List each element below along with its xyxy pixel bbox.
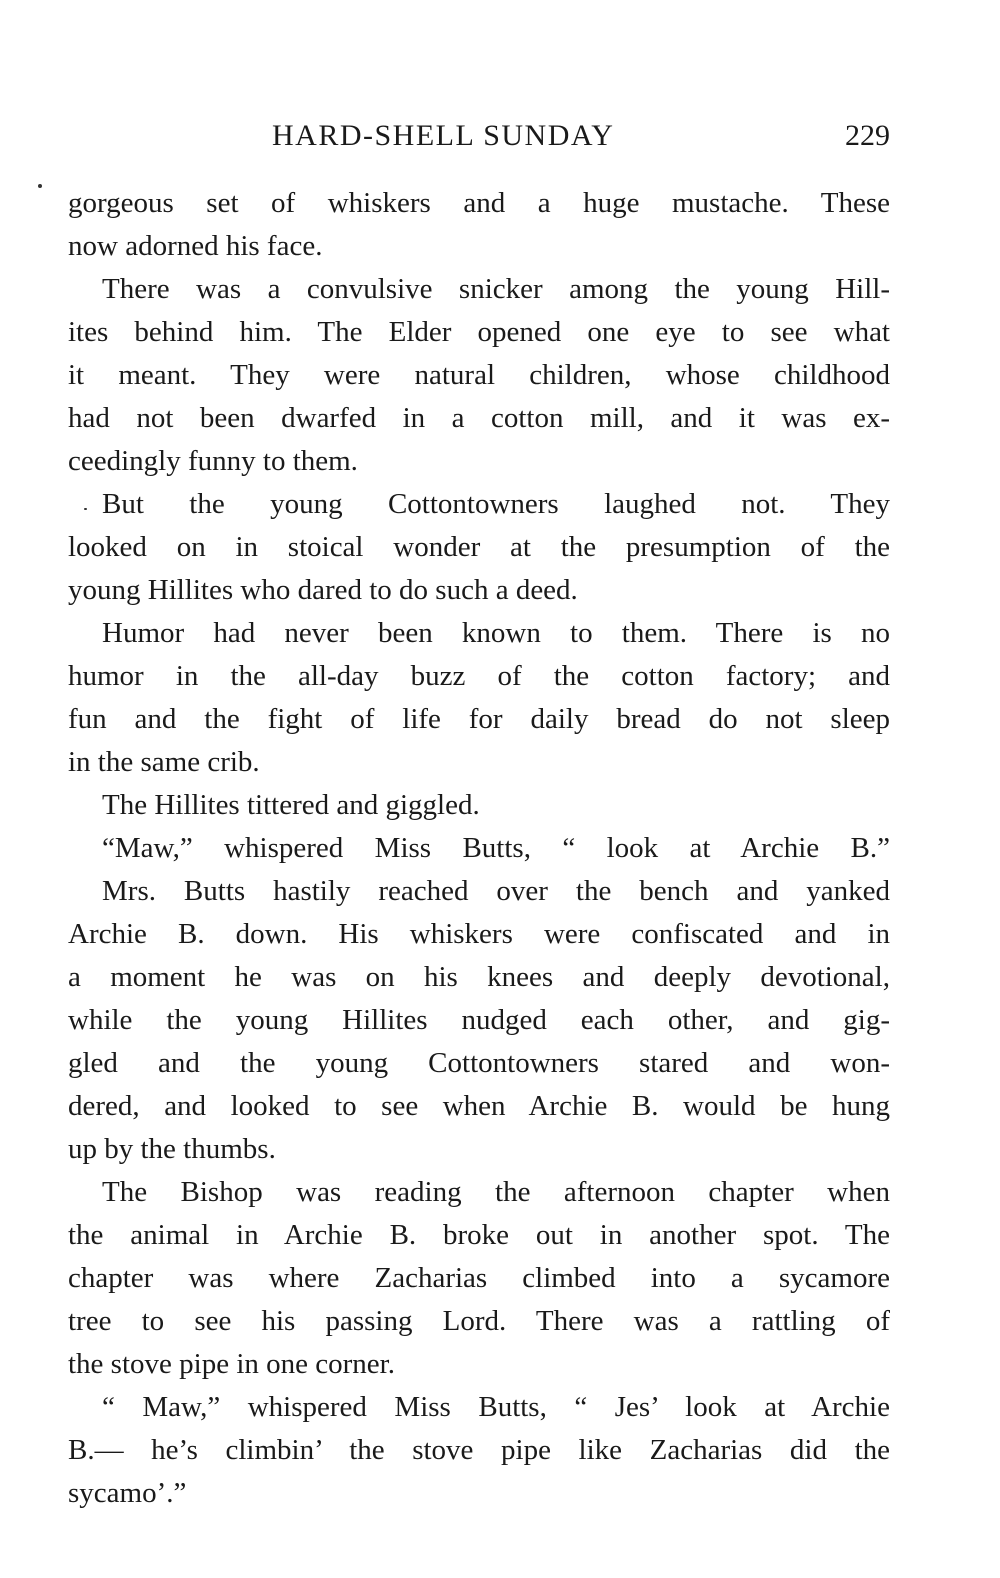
text-line: The Bishop was reading the afternoon chapter when bbox=[102, 1176, 890, 1208]
text-line: Mrs. Butts hastily reached over the bench and yanked bbox=[102, 875, 890, 907]
text-line: humor in the all-day buzz of the cotton factory; and bbox=[68, 660, 890, 692]
text-line: fun and the fight of life for daily bread do not sleep bbox=[68, 703, 890, 735]
print-speck bbox=[84, 508, 87, 510]
paragraph bbox=[68, 483, 890, 612]
text-line: looked on in stoical wonder at the presumption of the bbox=[68, 531, 890, 563]
text-line: up by the thumbs. bbox=[68, 1133, 276, 1165]
text-line: ceedingly funny to them. bbox=[68, 445, 358, 477]
text-line: tree to see his passing Lord. There was a rattling of bbox=[68, 1305, 890, 1337]
text-line: There was a convulsive snicker among the young Hill- bbox=[102, 273, 890, 305]
text-line: “ Maw,” whispered Miss Butts, “ Jes’ look at Archie bbox=[102, 1391, 890, 1423]
text-line: Archie B. down. His whiskers were confiscated and in bbox=[68, 918, 890, 950]
page-number: 229 bbox=[845, 119, 890, 152]
text-line: ites behind him. The Elder opened one eye to see what bbox=[68, 316, 890, 348]
text-line: a moment he was on his knees and deeply devotional, bbox=[68, 961, 890, 993]
paragraph bbox=[68, 182, 890, 268]
paragraph bbox=[68, 612, 890, 784]
running-head bbox=[68, 116, 890, 156]
text-line: had not been dwarfed in a cotton mill, and it was ex- bbox=[68, 402, 890, 434]
paragraph bbox=[68, 870, 890, 1171]
text-line: while the young Hillites nudged each other, and gig- bbox=[68, 1004, 890, 1036]
text-line: the stove pipe in one corner. bbox=[68, 1348, 395, 1380]
body-text bbox=[68, 182, 890, 1515]
paragraph bbox=[68, 1171, 890, 1386]
paragraph bbox=[68, 827, 890, 870]
text-line: chapter was where Zacharias climbed into a sycamore bbox=[68, 1262, 890, 1294]
text-line: But the young Cottontowners laughed not. They bbox=[102, 488, 890, 520]
print-speck bbox=[38, 184, 42, 188]
text-line: young Hillites who dared to do such a deed. bbox=[68, 574, 578, 606]
text-line: the animal in Archie B. broke out in another spot. The bbox=[68, 1219, 890, 1251]
text-line: Humor had never been known to them. There is no bbox=[102, 617, 890, 649]
text-line: The Hillites tittered and giggled. bbox=[102, 789, 480, 821]
paragraph bbox=[68, 784, 890, 827]
paragraph bbox=[68, 268, 890, 483]
text-line: B.— he’s climbin’ the stove pipe like Zacharias did the bbox=[68, 1434, 890, 1466]
text-line: sycamo’.” bbox=[68, 1477, 187, 1509]
text-line: it meant. They were natural children, whose childhood bbox=[68, 359, 890, 391]
text-line: gorgeous set of whiskers and a huge mustache. These bbox=[68, 187, 890, 219]
text-line: dered, and looked to see when Archie B. would be hung bbox=[68, 1090, 890, 1122]
text-line: now adorned his face. bbox=[68, 230, 323, 262]
text-line: “Maw,” whispered Miss Butts, “ look at Archie B.” bbox=[102, 832, 890, 864]
text-line: gled and the young Cottontowners stared and won- bbox=[68, 1047, 890, 1079]
running-title: HARD-SHELL SUNDAY bbox=[272, 119, 615, 152]
text-line: in the same crib. bbox=[68, 746, 260, 778]
paragraph bbox=[68, 1386, 890, 1515]
